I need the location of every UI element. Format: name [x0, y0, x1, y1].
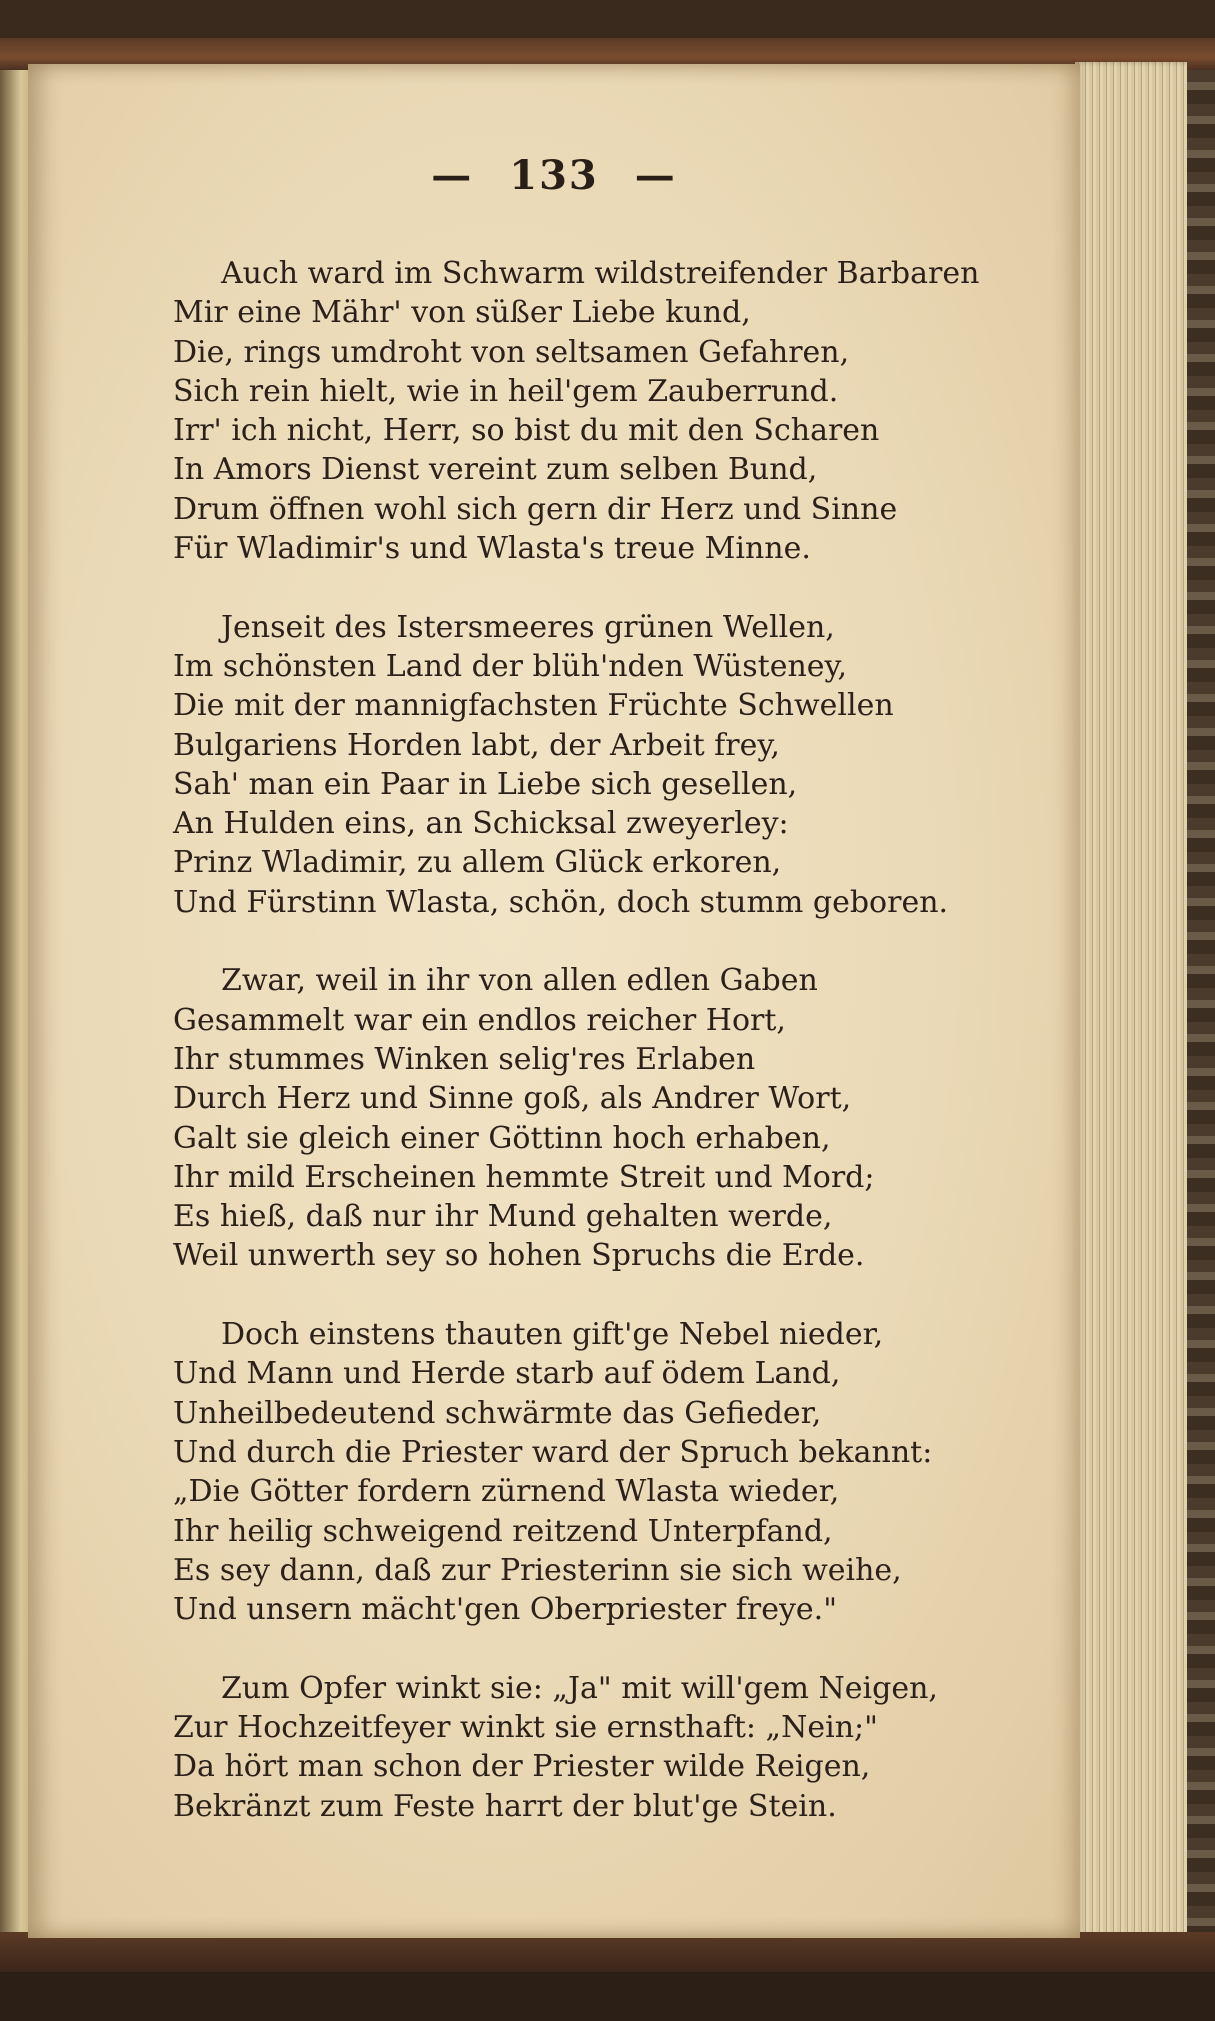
page-number: 133: [509, 152, 599, 199]
stanza-2: [173, 608, 1033, 922]
stanza-3: [173, 961, 1033, 1275]
stanza-1: [173, 254, 1033, 568]
verse-line: Prinz Wladimir, zu allem Glück erkoren,: [173, 845, 782, 881]
verse-line: Da hört man schon der Priester wilde Reigen,: [173, 1749, 871, 1785]
header-dash-left: —: [431, 152, 474, 199]
verse-line: Jenseit des Istersmeeres grünen Wellen,: [221, 609, 835, 645]
book-cover-bottom-edge: [0, 1932, 1215, 1972]
verse-line: Mir eine Mähr' von süßer Liebe kund,: [173, 295, 751, 331]
verse-line: Zur Hochzeitfeyer winkt sie ernsthaft: „Nein;": [173, 1709, 878, 1745]
verse-line: Ihr mild Erscheinen hemmte Streit und Mord;: [173, 1159, 875, 1195]
stanza-5: [173, 1669, 1033, 1826]
verse-line: Durch Herz und Sinne goß, als Andrer Wort,: [173, 1081, 852, 1117]
header-dash-right: —: [634, 152, 677, 199]
verse-line: Weil unwerth sey so hohen Spruchs die Erde.: [173, 1238, 865, 1274]
verse-line: Und unsern mächt'gen Oberpriester freye.": [173, 1592, 838, 1628]
verse-line: Es sey dann, daß zur Priesterinn sie sich weihe,: [173, 1552, 902, 1588]
verse-line: Ihr heilig schweigend reitzend Unterpfand,: [173, 1513, 833, 1549]
verse-line: Gesammelt war ein endlos reicher Hort,: [173, 1002, 786, 1038]
verse-line: Bekränzt zum Feste harrt der blut'ge Stein.: [173, 1788, 837, 1824]
verse-line: Es hieß, daß nur ihr Mund gehalten werde,: [173, 1199, 833, 1235]
poem-text: [173, 254, 1033, 1865]
verse-line: Doch einstens thauten gift'ge Nebel nieder,: [221, 1317, 884, 1353]
verse-line: Und Fürstinn Wlasta, schön, doch stumm geboren.: [173, 884, 949, 920]
verse-line: Unheilbedeutend schwärmte das Gefieder,: [173, 1395, 822, 1431]
verse-line: An Hulden eins, an Schicksal zweyerley:: [173, 806, 789, 842]
left-page-edge: [0, 70, 30, 1950]
book-board-right: [1187, 70, 1215, 1940]
verse-line: In Amors Dienst vereint zum selben Bund,: [173, 452, 818, 488]
verse-line: Irr' ich nicht, Herr, so bist du mit den Scharen: [173, 413, 880, 449]
verse-line: Sah' man ein Paar in Liebe sich gesellen,: [173, 766, 798, 802]
verse-line: Zwar, weil in ihr von allen edlen Gaben: [221, 963, 818, 999]
verse-line: Und durch die Priester ward der Spruch bekannt:: [173, 1434, 933, 1470]
verse-line: Drum öffnen wohl sich gern dir Herz und Sinne: [173, 491, 898, 527]
verse-line: Sich rein hielt, wie in heil'gem Zauberrund.: [173, 373, 839, 409]
verse-line: Ihr stummes Winken selig'res Erlaben: [173, 1041, 756, 1077]
verse-line: Galt sie gleich einer Göttinn hoch erhaben,: [173, 1120, 831, 1156]
page-header: [28, 152, 1080, 199]
verse-line: Im schönsten Land der blüh'nden Wüsteney,: [173, 648, 848, 684]
verse-line: Bulgariens Horden labt, der Arbeit frey,: [173, 727, 780, 763]
verse-line: Und Mann und Herde starb auf ödem Land,: [173, 1356, 841, 1392]
page-block-edges: [1075, 62, 1187, 1942]
verse-line: Die mit der mannigfachsten Früchte Schwellen: [173, 688, 894, 724]
verse-line: „Die Götter fordern zürnend Wlasta wieder,: [173, 1474, 840, 1510]
verse-line: Auch ward im Schwarm wildstreifender Barbaren: [221, 256, 980, 291]
stanza-4: [173, 1315, 1033, 1629]
verse-line: Die, rings umdroht von seltsamen Gefahren,: [173, 334, 850, 370]
verse-line: Für Wladimir's und Wlasta's treue Minne.: [173, 531, 811, 567]
verse-line: Zum Opfer winkt sie: „Ja" mit will'gem Neigen,: [221, 1670, 938, 1706]
book-page: [28, 64, 1080, 1938]
